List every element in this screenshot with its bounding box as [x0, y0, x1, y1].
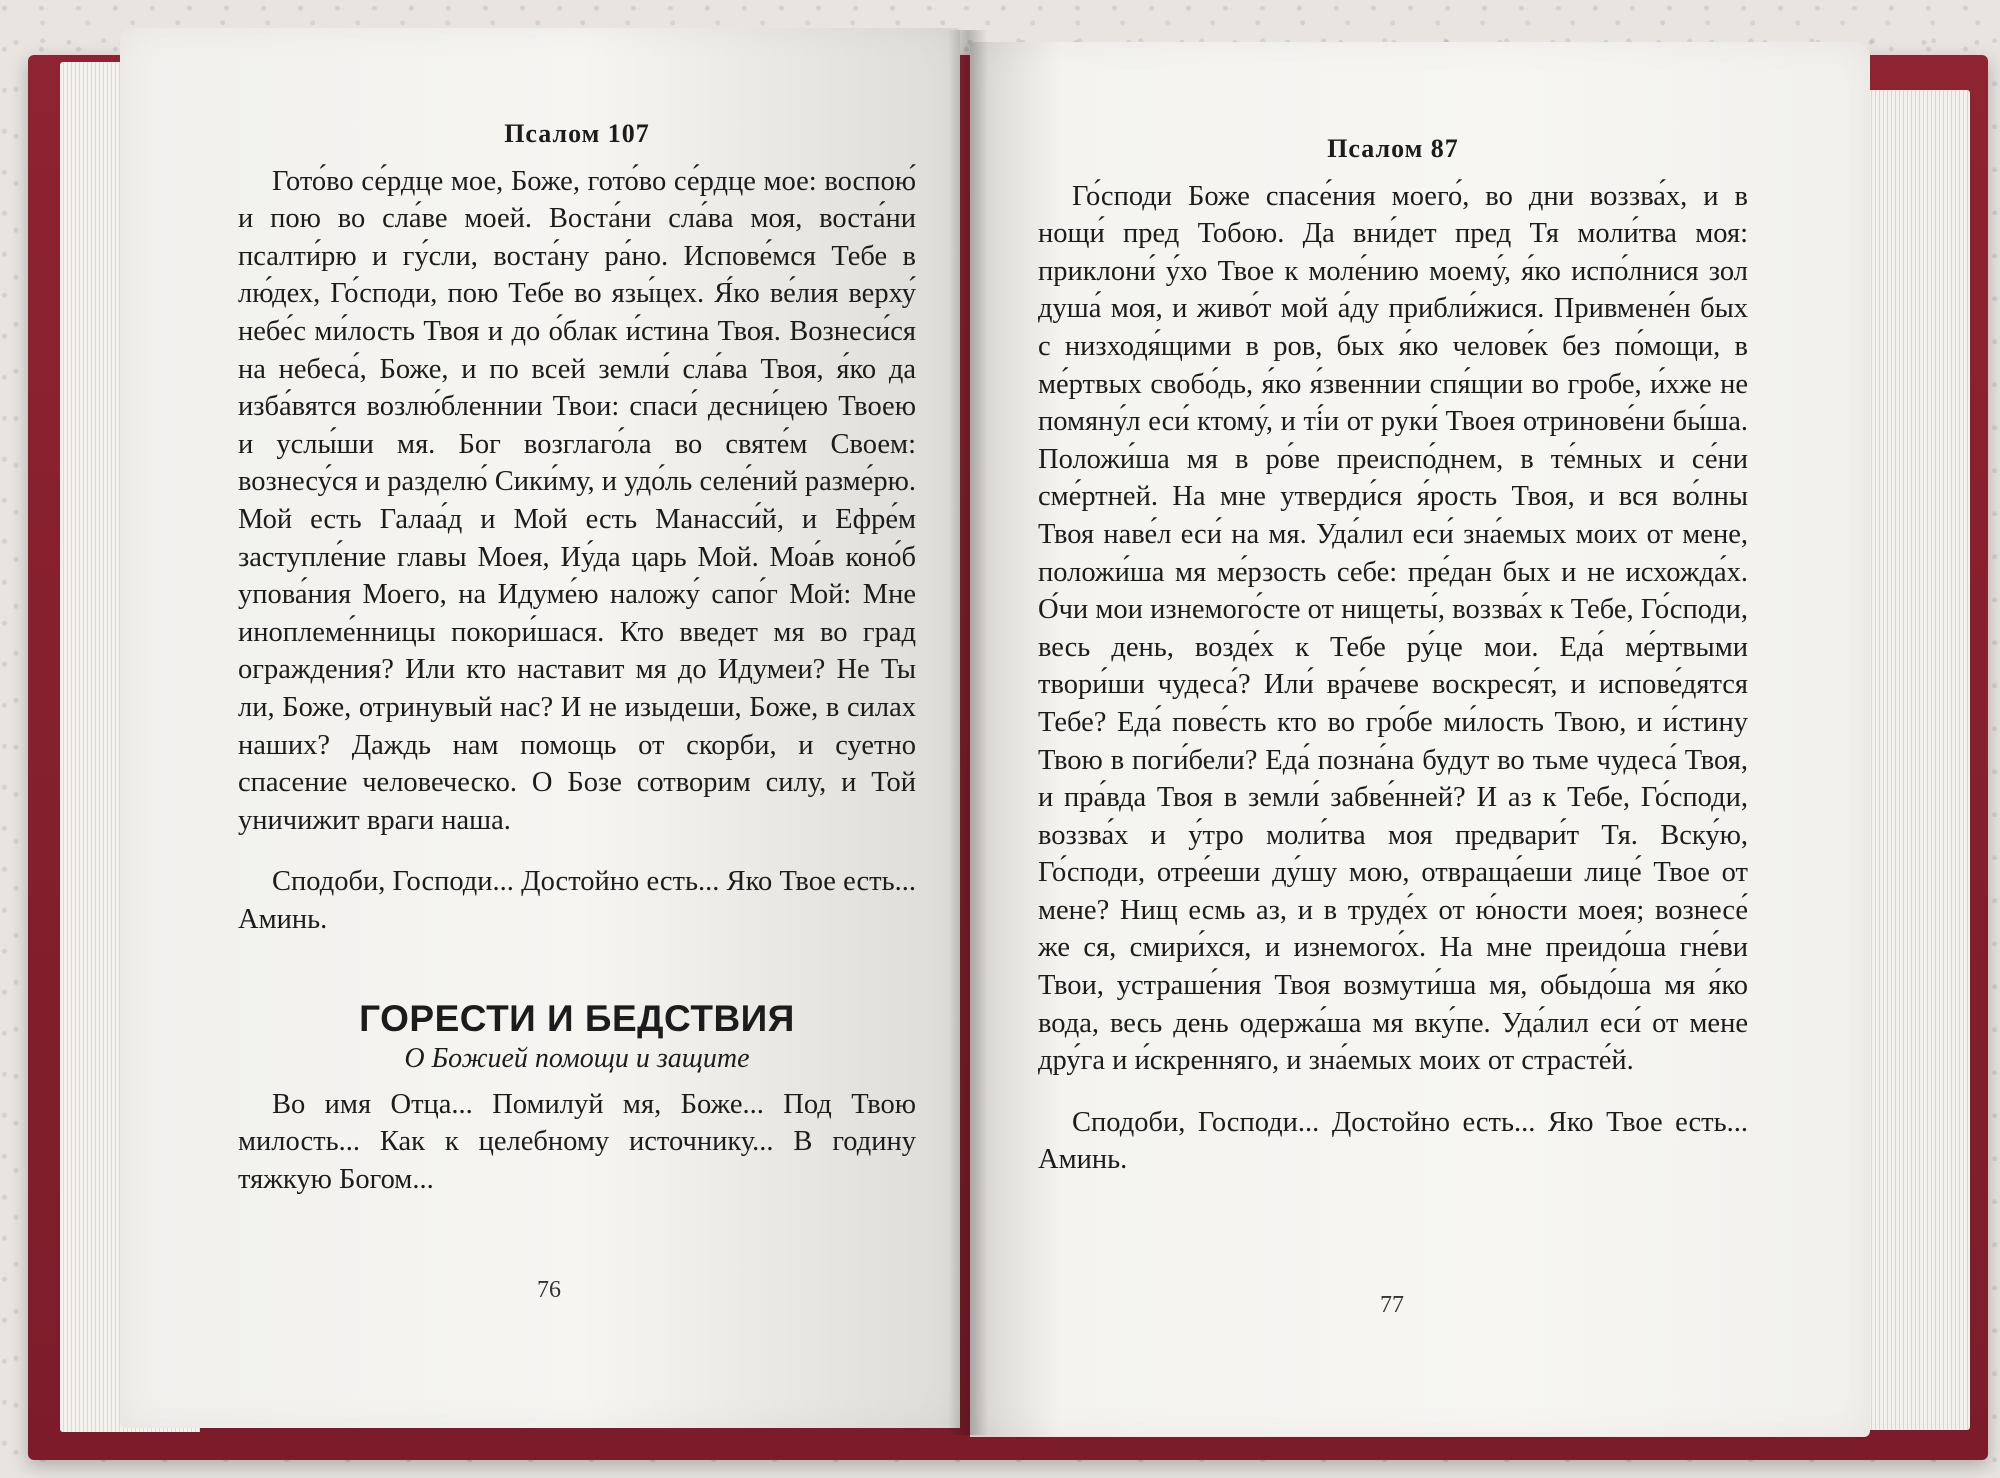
section-text: Во имя Отца... Помилуй мя, Боже... Под Твою милость... Как к целебному источнику... В годину тяжкую Богом...	[238, 1088, 916, 1195]
psalm-title-left: Псалом 107	[504, 119, 650, 148]
left-page-text	[238, 115, 916, 1198]
page-number-right: 77	[1380, 1292, 1404, 1318]
book-gutter	[948, 30, 988, 1435]
section-subheading: О Божией помощи и защите	[404, 1043, 750, 1075]
psalm-title-right: Псалом 87	[1327, 134, 1459, 163]
psalm-text-left: Гото́во се́рдце мое, Боже, гото́во се́рдце мое: воспою́ и пою во сла́ве моей. Воста́ни сла́ва моя, воста́ни псалти́рю и гу́сли, воста́ну ра́но. Испове́мся Тебе в лю́дех, Го́споди, пою Тебе во язы́цех. Я́ко ве́лия верху́ небе́с ми́лость Твоя и до о́блак и́стина Твоя. Вознеси́ся на небеса́, Боже, и по всей земли́ сла́ва Твоя, я́ко да изба́вятся возлю́бленнии Твои: спаси́ десни́цею Твоею и услы́ши мя. Бог возглаго́ла во святе́м Своем: вознесу́ся и разделю́ Сики́му, и удо́ль селе́ний разме́рю. Мой есть Галаа́д и Мой есть Манасси́й, и Ефре́м заступле́ние главы Моея, Иу́да царь Мой. Моа́в коно́б упова́ния Моего, на Идуме́ю наложу́ сапо́г Мой: Мне иноплеме́нницы покори́шася. Кто введет мя во град ограждения? Или кто наставит мя до Идумеи? Не Ты ли, Боже, отринувый нас? И не изыдеши, Боже, в силах наших? Даждь нам помощь от скорби, и суетно спасение человеческо. О Бозе сотворим силу, и Той уничижит враги наша.	[238, 165, 916, 836]
right-page-stack	[1860, 90, 1970, 1430]
right-page-text	[1038, 130, 1748, 1179]
section-heading: ГОРЕСТИ И БЕДСТВИЯ	[359, 998, 795, 1040]
page-number-left: 76	[537, 1277, 561, 1303]
closing-right: Сподоби, Господи... Достойно есть... Яко Твое есть... Аминь.	[1038, 1106, 1748, 1176]
closing-left: Сподоби, Господи... Достойно есть... Яко Твое есть... Аминь.	[238, 866, 916, 935]
psalm-text-right: Го́споди Боже спасе́ния моего́, во дни воззва́х, и в нощи́ пред Тобою. Да вни́дет пред Тя моли́тва моя: приклони́ у́хо Твое к моле́нию моему́, я́ко испо́лнися зол душа́ моя, и живо́т мой а́ду прибли́жися. Привмене́н бых с низходя́щими в ров, бых я́ко челове́к без по́мощи, в ме́ртвых свобо́дь, я́ко я́звеннии спя́щии во гробе, и́хже не помяну́л еси́ ктому́, и ті́и от руки́ Твоея отринове́ни бы́ша. Положи́ша мя в ро́ве преиспо́днем, в те́мных и се́ни сме́ртней. На мне утверди́ся я́рость Твоя, и вся во́лны Твоя наве́л еси́ на мя. Уда́лил еси́ зна́емых моих от мене, положи́ша мя ме́рзость себе: пре́дан бых и не исхожда́х. О́чи мои изнемого́сте от нищеты́, воззва́х к Тебе, Го́споди, весь день, возде́х к Тебе ру́це мои. Еда́ ме́ртвыми твори́ши чудеса́? Или́ вра́чеве воскреся́т, и испове́дятся Тебе? Еда́ пове́сть кто во гро́бе ми́лость Твою, и и́стину Твою в поги́бели? Еда́ позна́на будут во тьме чудеса́ Твоя, и пра́вда Твоя в земли́ забве́нней? И аз к Тебе, Го́споди, воззва́х и у́тро моли́тва моя предвари́т Тя. Вску́ю, Го́споди, отре́еши ду́шу мою, отвраща́еши лице́ Твое от мене? Нищ есмь аз, и в труде́х от ю́ности моея; вознесе́ же ся, смири́хся, и изнемого́х. На мне преидо́ша гне́ви Твои, устраше́ния Твоя возмути́ша мя, обыдо́ша мя я́ко вода, весь день одержа́ша мя вку́пе. Уда́лил еси́ от мене дру́га и и́скренняго, и зна́емых моих от страсте́й.	[1038, 180, 1748, 1077]
